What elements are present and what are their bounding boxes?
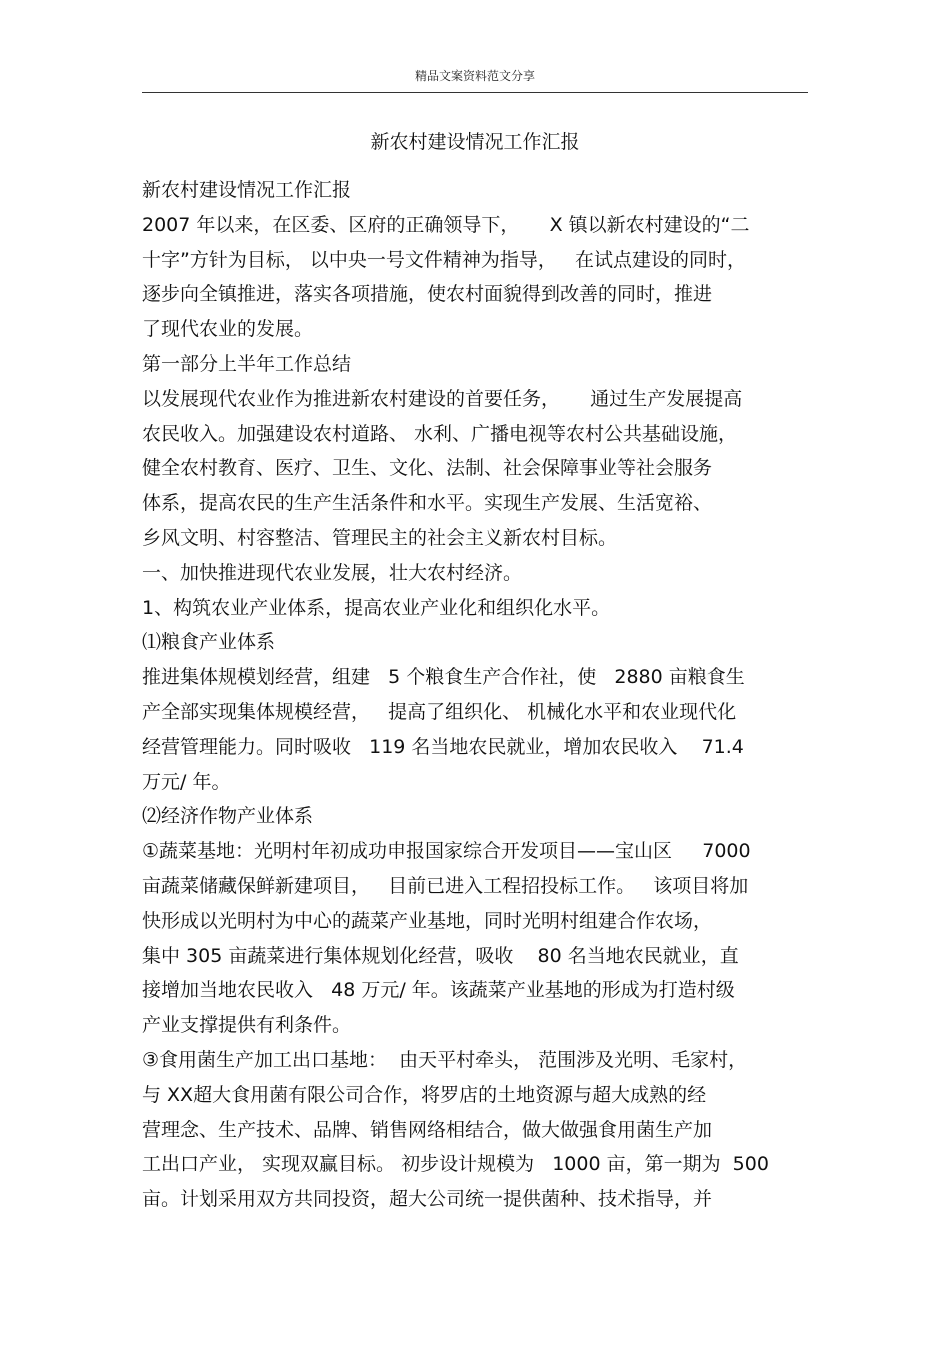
text-line: ①蔬菜基地：光明村年初成功申报国家综合开发项目——宝山区 7000	[142, 840, 751, 863]
text-line: 产业支撑提供有利条件。	[142, 1014, 352, 1037]
text-line: 与 XX超大食用菌有限公司合作，将罗店的土地资源与超大成熟的经	[142, 1083, 707, 1106]
document-body	[142, 173, 822, 1217]
text-line: 工出口产业， 实现双赢目标。 初步设计规模为 1000 亩，第一期为 500	[142, 1153, 769, 1176]
page-header	[142, 64, 808, 93]
text-line: 以发展现代农业作为推进新农村建设的首要任务， 通过生产发展提高	[142, 387, 743, 410]
text-line: 健全农村教育、医疗、卫生、文化、法制、社会保障事业等社会服务	[142, 457, 713, 480]
text-line: 亩。计划采用双方共同投资，超大公司统一提供菌种、技术指导，并	[142, 1188, 713, 1211]
text-line: ③食用菌生产加工出口基地： 由天平村牵头， 范围涉及光明、毛家村，	[142, 1048, 748, 1071]
text-line: 了现代农业的发展。	[142, 318, 314, 341]
text-line: 一、加快推进现代农业发展，壮大农村经济。	[142, 561, 523, 584]
text-line: 接增加当地农民收入 48 万元/ 年。该蔬菜产业基地的形成为打造村级	[142, 979, 735, 1002]
text-line: 十字”方针为目标， 以中央一号文件精神为指导， 在试点建设的同时，	[142, 248, 747, 271]
text-line: 1、构筑农业产业体系，提高农业产业化和组织化水平。	[142, 596, 611, 619]
text-line: 产全部实现集体规模经营， 提高了组织化、 机械化水平和农业现代化	[142, 700, 737, 723]
text-line: ⑴粮食产业体系	[142, 631, 276, 654]
text-line: 快形成以光明村为中心的蔬菜产业基地，同时光明村组建合作农场，	[142, 909, 713, 932]
text-line: 万元/ 年。	[142, 770, 231, 793]
header-text: 精品文案资料范文分享	[414, 69, 535, 83]
text-line: 集中 305 亩蔬菜进行集体规划化经营，吸收 80 名当地农民就业，直	[142, 944, 739, 967]
text-line: 推进集体规模划经营，组建 5 个粮食生产合作社，使 2880 亩粮食生	[142, 666, 745, 689]
text-line: 2007 年以来，在区委、区府的正确领导下， X 镇以新农村建设的“二	[142, 213, 750, 236]
text-line: 体系，提高农民的生产生活条件和水平。实现生产发展、生活宽裕、	[142, 492, 713, 515]
text-line: 乡风文明、村容整洁、管理民主的社会主义新农村目标。	[142, 526, 618, 549]
text-line: 亩蔬菜储藏保鲜新建项目， 目前已进入工程招投标工作。 该项目将加	[142, 874, 749, 897]
text-line: 新农村建设情况工作汇报	[142, 179, 352, 201]
document-title: 新农村建设情况工作汇报	[370, 131, 580, 153]
text-line: 农民收入。加强建设农村道路、 水利、广播电视等农村公共基础设施，	[142, 422, 738, 445]
text-line: ⑵经济作物产业体系	[142, 805, 314, 828]
text-line: 营理念、生产技术、品牌、销售网络相结合，做大做强食用菌生产加	[142, 1118, 713, 1141]
text-line: 第一部分上半年工作总结	[142, 352, 352, 375]
text-line: 逐步向全镇推进，落实各项措施，使农村面貌得到改善的同时，推进	[142, 283, 713, 306]
text-line: 经营管理能力。同时吸收 119 名当地农民就业，增加农民收入 71.4	[142, 735, 744, 758]
